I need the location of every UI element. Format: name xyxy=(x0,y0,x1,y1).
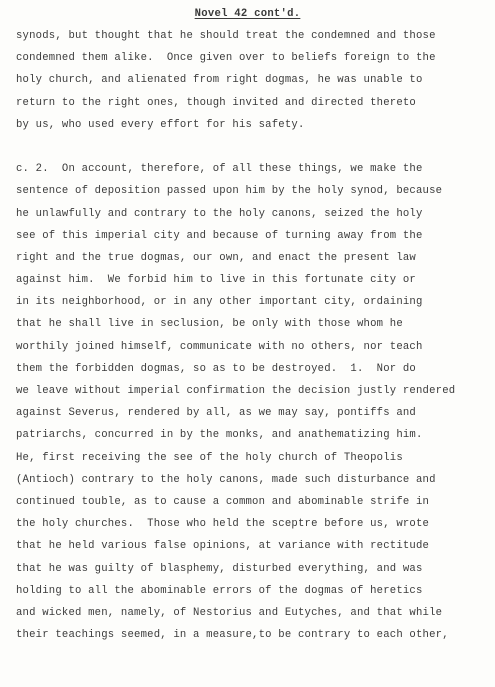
text-line: right and the true dogmas, our own, and enact the present law xyxy=(16,251,416,264)
text-line: (Antioch) contrary to the holy canons, made such disturbance and xyxy=(16,473,436,486)
text-line: synods, but thought that he should treat the condemned and those xyxy=(16,30,436,42)
page-heading xyxy=(0,3,495,25)
text-line: return to the right ones, though invited and directed thereto xyxy=(16,96,416,109)
text-line: holy church, and alienated from right dogmas, he was unable to xyxy=(16,74,423,87)
text-line: sentence of deposition passed upon him by the holy synod, because xyxy=(16,185,443,198)
text-line: their teachings seemed, in a measure,to be contrary to each other, xyxy=(16,629,449,642)
text-line: that he held various false opinions, at variance with rectitude xyxy=(16,540,430,553)
text-line: that he was guilty of blasphemy, disturbed everything, and was xyxy=(16,562,423,575)
paragraph-1 xyxy=(16,25,492,136)
text-line: we leave without imperial confirmation the decision justly rendered xyxy=(16,385,456,397)
text-line: and wicked men, namely, of Nestorius and Eutyches, and that while xyxy=(16,606,443,619)
text-line: against him. We forbid him to live in this fortunate city or xyxy=(16,274,416,287)
text-line: in its neighborhood, or in any other important city, ordaining xyxy=(16,296,423,309)
text-line: patriarchs, concurred in by the monks, and anathematizing him. xyxy=(16,429,423,442)
text-line: continued touble, as to cause a common and abominable strife in xyxy=(16,495,430,508)
text-line: by us, who used every effort for his safety. xyxy=(16,118,305,131)
text-line: worthily joined himself, communicate with no others, nor teach xyxy=(16,340,423,353)
text-line: see of this imperial city and because of turning away from the xyxy=(16,229,423,242)
text-line: the holy churches. Those who held the sceptre before us, wrote xyxy=(16,518,430,531)
document-body xyxy=(16,25,492,646)
text-line: holding to all the abominable errors of the dogmas of heretics xyxy=(16,584,423,597)
paragraph-2 xyxy=(16,158,492,646)
text-line: against Severus, rendered by all, as we may say, pontiffs and xyxy=(16,407,416,420)
text-line: condemned them alike. Once given over to beliefs foreign to the xyxy=(16,52,436,65)
text-line: He, first receiving the see of the holy church of Theopolis xyxy=(16,451,403,464)
text-line: he unlawfully and contrary to the holy canons, seized the holy xyxy=(16,207,423,220)
text-line: c. 2. On account, therefore, of all these things, we make the xyxy=(16,163,423,176)
heading-text: Novel 42 cont'd. xyxy=(194,8,301,20)
text-line: them the forbidden dogmas, so as to be destroyed. 1. Nor do xyxy=(16,362,416,375)
text-line: that he shall live in seclusion, be only with those whom he xyxy=(16,318,403,331)
